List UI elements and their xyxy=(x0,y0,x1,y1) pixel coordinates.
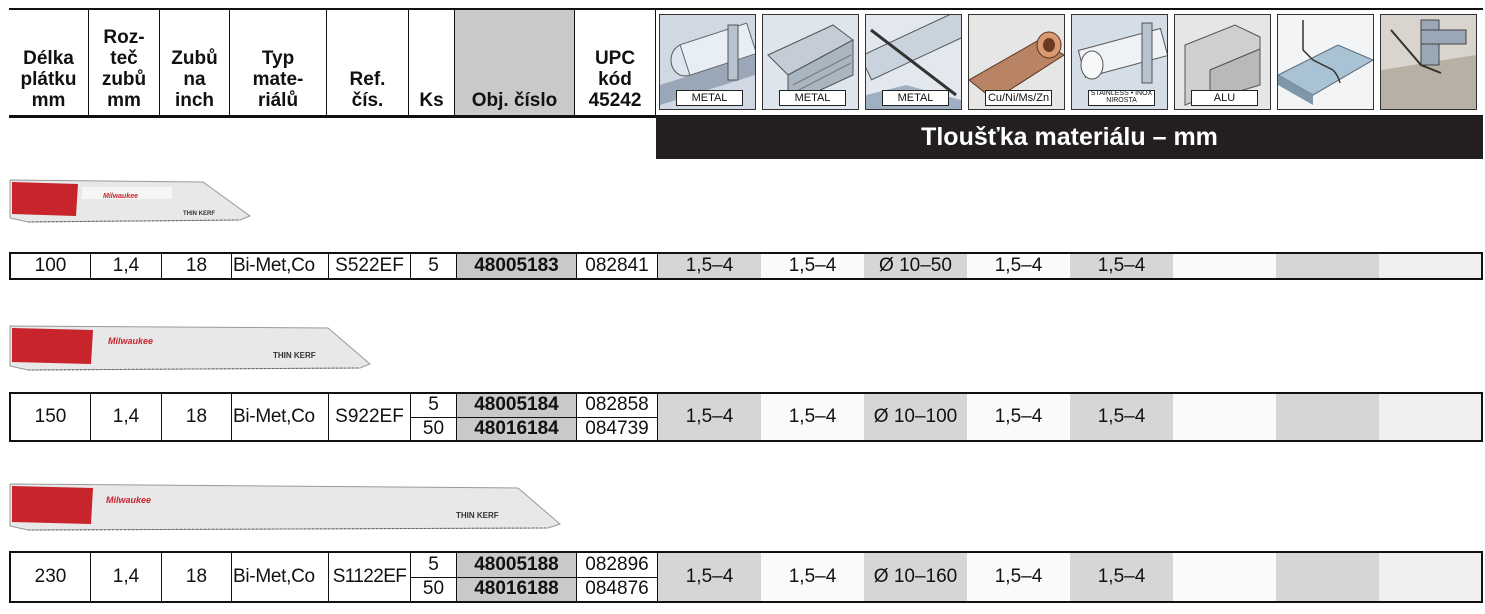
header-label: UPC kód 45242 xyxy=(588,48,642,111)
cell-ks xyxy=(411,553,457,601)
cell-typ: Bi-Met,Co xyxy=(232,394,329,440)
cell-thickness: 1,5–4 xyxy=(1070,394,1173,440)
cell-delka: 230 xyxy=(11,553,91,601)
cell-upc-value: 082896 xyxy=(585,553,649,575)
cell-obj-value: 48016188 xyxy=(457,577,576,602)
header-label: Zubů na inch xyxy=(171,48,218,111)
cell-typ: Bi-Met,Co xyxy=(232,553,329,601)
cell-ks-value: 5 xyxy=(428,553,439,575)
cell-typ: Bi-Met,Co xyxy=(232,254,329,278)
cell-upc xyxy=(577,553,658,601)
header-label: Ref. čís. xyxy=(349,69,386,111)
cell-thickness xyxy=(1276,254,1379,278)
header-roztec xyxy=(89,10,160,115)
cell-thickness: 1,5–4 xyxy=(1070,254,1173,278)
cell-ks-value: 5 xyxy=(428,394,439,416)
blade-print: THIN KERF xyxy=(273,351,316,360)
cell-delka: 150 xyxy=(11,394,91,440)
cell-roztec: 1,4 xyxy=(91,254,162,278)
blade-image-100 xyxy=(8,170,258,232)
cell-thickness: 1,5–4 xyxy=(761,254,864,278)
header-ref xyxy=(327,10,409,115)
cell-ks xyxy=(411,394,457,440)
cell-ref: S922EF xyxy=(329,394,411,440)
thickness-band: Tloušťka materiálu – mm xyxy=(656,116,1483,159)
cell-thickness xyxy=(1276,553,1379,601)
cell-thickness: Ø 10–50 xyxy=(864,254,967,278)
cell-thickness: Ø 10–160 xyxy=(864,553,967,601)
blade-print: THIN KERF xyxy=(183,211,215,217)
blade-print: THIN KERF xyxy=(456,511,499,520)
cell-upc-value: 082858 xyxy=(585,394,649,416)
cell-thickness: 1,5–4 xyxy=(967,553,1070,601)
cell-thickness: 1,5–4 xyxy=(658,553,761,601)
header-label: Ks xyxy=(419,90,444,111)
cell-ref: S1122EF xyxy=(329,553,411,601)
blade-image-230 xyxy=(8,476,568,538)
cell-upc xyxy=(577,394,658,440)
blade-image-150 xyxy=(8,318,538,376)
copper-pipe-icon xyxy=(968,14,1065,110)
cell-thickness xyxy=(1173,394,1276,440)
cell-thickness: 1,5–4 xyxy=(658,394,761,440)
cell-thickness: Ø 10–100 xyxy=(864,394,967,440)
header-zubu xyxy=(160,10,230,115)
cell-upc-value: 084739 xyxy=(577,417,657,441)
blade-brand: Milwaukee xyxy=(108,336,154,346)
cell-thickness xyxy=(1173,553,1276,601)
pipe-and-profile-icon xyxy=(659,14,756,110)
pipe-cut-icon xyxy=(865,14,962,110)
table-row xyxy=(9,551,1483,603)
icon-label: METAL xyxy=(882,90,949,106)
cell-thickness: 1,5–4 xyxy=(967,254,1070,278)
cell-thickness xyxy=(1379,254,1481,278)
cell-upc: 082841 xyxy=(577,254,658,278)
cell-zubu: 18 xyxy=(162,254,232,278)
header-ks xyxy=(409,10,455,115)
blade-brand: Milwaukee xyxy=(103,193,139,200)
header-label: Typ mate- riálů xyxy=(252,48,304,111)
masonry-pipe-icon xyxy=(1380,14,1477,110)
cell-upc-value: 084876 xyxy=(577,577,657,602)
cell-roztec: 1,4 xyxy=(91,553,162,601)
icon-label: STAINLESS • INOX NIROSTA xyxy=(1088,90,1155,106)
header-delka xyxy=(9,10,89,115)
stainless-pipe-icon xyxy=(1071,14,1168,110)
cell-ks: 5 xyxy=(411,254,457,278)
cell-thickness xyxy=(1173,254,1276,278)
table-row xyxy=(9,392,1483,442)
cell-thickness: 1,5–4 xyxy=(1070,553,1173,601)
blade-brand: Milwaukee xyxy=(106,495,152,505)
cable-tray-icon xyxy=(762,14,859,110)
cell-ks-value: 50 xyxy=(411,417,456,441)
cell-thickness xyxy=(1276,394,1379,440)
header-typ xyxy=(230,10,327,115)
cell-zubu: 18 xyxy=(162,394,232,440)
cell-thickness: 1,5–4 xyxy=(967,394,1070,440)
icon-label: Cu/Ni/Ms/Zn xyxy=(985,90,1052,106)
table-header xyxy=(9,8,1483,118)
icon-label: ALU xyxy=(1191,90,1258,106)
cell-zubu: 18 xyxy=(162,553,232,601)
cell-thickness: 1,5–4 xyxy=(658,254,761,278)
cell-obj-value: 48016184 xyxy=(457,417,576,441)
cell-obj: 48005183 xyxy=(457,254,577,278)
header-upc xyxy=(575,10,656,115)
cell-obj xyxy=(457,394,577,440)
cell-roztec: 1,4 xyxy=(91,394,162,440)
cell-thickness xyxy=(1379,394,1481,440)
cell-obj-value: 48005188 xyxy=(474,553,559,575)
header-label: Obj. číslo xyxy=(471,90,558,111)
cell-obj-value: 48005184 xyxy=(474,394,559,416)
cell-thickness: 1,5–4 xyxy=(761,553,864,601)
cell-ref: S522EF xyxy=(329,254,411,278)
board-cut-icon xyxy=(1277,14,1374,110)
icon-label: METAL xyxy=(779,90,846,106)
cell-thickness xyxy=(1379,553,1481,601)
header-obj xyxy=(455,10,575,115)
cell-delka: 100 xyxy=(11,254,91,278)
cell-obj xyxy=(457,553,577,601)
header-label: Roz- teč zubů mm xyxy=(101,27,147,111)
cell-thickness: 1,5–4 xyxy=(761,394,864,440)
icon-label: METAL xyxy=(676,90,743,106)
aluminium-profile-icon xyxy=(1174,14,1271,110)
header-label: Délka plátku mm xyxy=(20,48,77,111)
table-row xyxy=(9,252,1483,280)
cell-ks-value: 50 xyxy=(411,577,456,602)
